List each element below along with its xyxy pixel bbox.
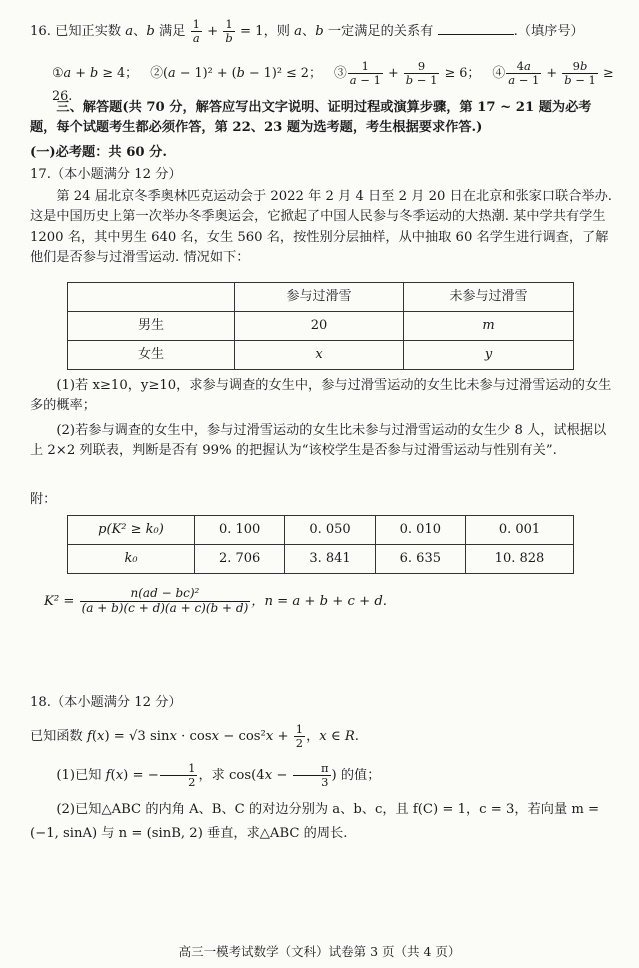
table-header: 未参与过滑雪: [404, 283, 574, 312]
table-cell: 男生: [68, 312, 235, 341]
q18-part1: (1)已知 f(x) = − $\frac{1}{2}$ ，求 cos(4x − $\frac{\pi}{3}$ ) 的值；: [56, 761, 381, 790]
q16-option-4: ④ $\frac{4a}{a - 1}$ + $\frac{9b}{b - 1}$ ≥ 26.: [52, 59, 614, 105]
table-cell: [68, 283, 235, 312]
table-cell: 10. 828: [465, 545, 573, 574]
table-row: [68, 545, 574, 574]
q17-title: 17.（本小题满分 12 分）: [30, 167, 182, 182]
table-cell: 女生: [68, 341, 235, 370]
table-cell: p(K² ≥ k₀): [68, 516, 195, 545]
table-cell: y: [404, 341, 574, 370]
q17-part2: (2)若参与调查的女生中，参与过滑雪运动的女生比未参与过滑雪运动的女生少 8 人，试根据以上 2×2 列联表，判断是否有 99% 的把握认为“该校学生是否参与过滑雪运动与性别有关”.: [30, 423, 607, 459]
answer-blank: [438, 22, 514, 35]
q16-tail: .（填序号）: [513, 24, 584, 40]
formula-numerator: n(ad − bc)²: [80, 587, 251, 602]
q18-part2-line2: (−1, sinA) 与 n = (sinB, 2) 垂直，求△ABC 的周长.: [30, 826, 348, 841]
table-row: [68, 341, 574, 370]
q18-stem: 已知函数 f(x) = √3 sinx · cosx − cos²x + $\frac{1}{2}$ ，x ∈ R.: [30, 722, 359, 751]
survey-table: [67, 282, 574, 370]
formula-lhs: K² =: [44, 593, 75, 609]
table-cell: 20: [235, 312, 404, 341]
table-row: [68, 312, 574, 341]
section3-sub: (一)必考题：共 60 分.: [30, 145, 167, 160]
page-footer: 高三一模考试数学（文科）试卷第 3 页（共 4 页）: [178, 944, 461, 959]
table-cell: m: [404, 312, 574, 341]
table-cell: 2. 706: [195, 545, 285, 574]
table-cell: k₀: [68, 545, 195, 574]
q16-stem: 16. 已知正实数 a、b 满足 $\frac{1}{a}$ + $\frac{1}{b}$ = 1，则 a、b 一定满足的关系有 .（填序号）: [30, 17, 584, 46]
table-cell: 0. 010: [375, 516, 465, 545]
q17-part1: (1)若 x≥10，y≥10，求参与调查的女生中，参与过滑雪运动的女生比未参与过滑雪运动的女生多的概率；: [30, 378, 612, 414]
q18-part2-line1: (2)已知△ABC 的内角 A、B、C 的对边分别为 a、b、c，且 f(C) = 1，c = 3，若向量 m =: [56, 802, 600, 817]
critical-value-table: [67, 515, 574, 574]
table-cell: 0. 001: [465, 516, 573, 545]
table-cell: 0. 100: [195, 516, 285, 545]
table-cell: 3. 841: [285, 545, 375, 574]
q16-option-3: ③ $\frac{1}{a - 1}$ + $\frac{9}{b - 1}$ ≥ 6；: [333, 59, 481, 88]
table-cell: 0. 050: [285, 516, 375, 545]
q16-option-2: ②(a − 1)² + (b − 1)² ≤ 2；: [150, 66, 322, 82]
formula-denominator: (a + b)(c + d)(a + c)(b + d): [81, 600, 249, 615]
table-cell: x: [235, 341, 404, 370]
appendix-label: 附：: [30, 492, 57, 507]
section3-heading: 三、解答题(共 70 分，解答应写出文字说明、证明过程或演算步骤，第 17 ~ 21 题为必考题，每个试题考生都必须作答，第 22、23 题为选考题，考生根据要求作答.): [30, 100, 592, 136]
table-row: [68, 516, 574, 545]
formula-tail: ，n = a + b + c + d.: [251, 593, 388, 609]
chi-square-formula: [44, 587, 615, 616]
formula-fraction: [80, 587, 251, 616]
table-header: 参与过滑雪: [235, 283, 404, 312]
table-cell: 6. 635: [375, 545, 465, 574]
table-row: [68, 283, 574, 312]
q18-title: 18.（本小题满分 12 分）: [30, 695, 182, 710]
q16-option-1: ①a + b ≥ 4；: [52, 66, 138, 82]
q17-paragraph: 第 24 届北京冬季奥林匹克运动会于 2022 年 2 月 4 日至 2 月 20 日在北京和张家口联合举办. 这是中国历史上第一次举办冬季奥运会，它掀起了中国人民参与冬季运动的大热潮. 某中学共有学生 1200 名，其中男生 640 名，女生 560 名，按性别分层抽样，从中抽取 60 名学生进行调查，了解他们是否参与过滑雪运动. 情况如下：: [30, 189, 612, 266]
